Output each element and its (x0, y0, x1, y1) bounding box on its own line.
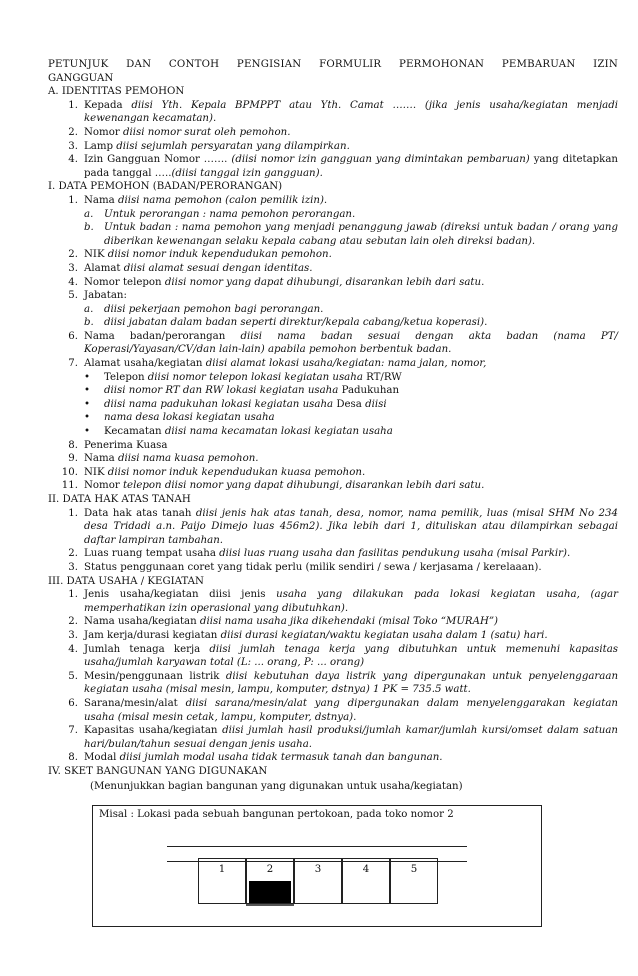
list-item: 2. Nomor diisi nomor surat oleh pemohon. (68, 126, 291, 138)
list-item: 7. Kapasitas usaha/kegiatan diisi jumlah hasil produksi/jumlah kamar/jumlah kursi/omset dalam satuan hari/bulan/tahun sesuai dengan jenis usaha. (68, 725, 618, 750)
section-iii-heading: III. DATA USAHA / KEGIATAN (48, 575, 204, 587)
bullet-item: • Kecamatan diisi nama kecamatan lokasi kegiatan usaha (84, 426, 393, 438)
sketch-note: (Menunjukkan bagian bangunan yang digunakan untuk usaha/kegiatan) (90, 781, 463, 793)
list-item: 1. Kepada diisi Yth. Kepala BPMPPT atau Yth. Camat ……. (jika jenis usaha/kegiatan menjadi kewenangan kecamatan). (68, 99, 619, 125)
shop-unit: 4 (342, 858, 390, 904)
list-item: 5. Jabatan: (68, 290, 127, 302)
sub-item: a. diisi pekerjaan pemohon bagi perorangan. (84, 303, 324, 315)
bullet-item: • diisi nomor RT dan RW lokasi kegiatan usaha Padukuhan (84, 385, 400, 397)
shop-unit: 3 (294, 858, 342, 904)
section-i-heading: I. DATA PEMOHON (BADAN/PERORANGAN) (48, 181, 283, 193)
bullet-item: • Telepon diisi nomor telepon lokasi kegiatan usaha RT/RW (84, 371, 402, 383)
list-item: 11. Nomor telepon diisi nomor yang dapat dihubungi, disarankan lebih dari satu. (61, 480, 485, 492)
sub-item: a. Untuk perorangan : nama pemohon perorangan. (84, 208, 356, 220)
list-item: 2. Luas ruang tempat usaha diisi luas ruang usaha dan fasilitas pendukung usaha (misal Parkir). (68, 548, 571, 560)
list-item: 1. Jenis usaha/kegiatan diisi jenis usaha yang dilakukan pada lokasi kegiatan usaha, (agar memperhatikan izin operasional yang dibutuhkan). (68, 589, 618, 614)
list-item: 1. Data hak atas tanah diisi jenis hak atas tanah, desa, nomor, nama pemilik, luas (misal SHM No 234 desa Tridadi a.n. Paijo Dimejo luas 456m2). Jika lebih dari 1, dituliskan atau dilampirkan sebagai daftar lampiran tambahan. (68, 507, 618, 546)
bullet-item: • nama desa lokasi kegiatan usaha (84, 412, 275, 424)
bullet-item: • diisi nama padukuhan lokasi kegiatan usaha Desa diisi (84, 398, 387, 410)
list-item: 6. Sarana/mesin/alat diisi sarana/mesin/alat yang dipergunakan dalam menyelenggarakan kegiatan usaha (misal mesin cetak, lampu, komputer, dstnya). (68, 697, 618, 723)
list-item: 3. Lamp diisi sejumlah persyaratan yang dilampirkan. (68, 140, 350, 152)
list-item: 9. Nama diisi nama kuasa pemohon. (68, 453, 259, 465)
section-ii-heading: II. DATA HAK ATAS TANAH (48, 494, 191, 505)
list-item: 3. Alamat diisi alamat sesuai dengan identitas. (68, 262, 313, 274)
list-item: 6. Nama badan/perorangan diisi nama badan sesuai dengan akta badan (nama PT/ Koperasi/Yayasan/CV/dan lain-lain) apabila pemohon berbentuk badan. (68, 330, 618, 356)
section-iv-heading: IV. SKET BANGUNAN YANG DIGUNAKAN (48, 765, 268, 777)
list-item: 3. Status penggunaan coret yang tidak perlu (milik sendiri / sewa / kerjasama / kerelaaan). (68, 561, 542, 573)
list-item: 2. Nama usaha/kegiatan diisi nama usaha jika dikehendaki (misal Toko “MURAH”) (68, 616, 499, 628)
document-page (48, 58, 618, 794)
shop-unit-selected: 2 (246, 858, 294, 904)
list-item: 8. Modal diisi jumlah modal usaha tidak termasuk tanah dan bangunan. (68, 752, 443, 764)
list-item: 4. Jumlah tenaga kerja diisi jumlah tenaga kerja yang dibutuhkan untuk memenuhi kapasitas usaha/jumlah karyawan total (L: ... orang, P: ... orang) (68, 643, 618, 669)
list-item: 4. Izin Gangguan Nomor ……. (diisi nomor izin gangguan yang dimintakan pembaruan) yang ditetapkan pada tanggal …..(diisi tanggal izin gangguan). (68, 154, 618, 179)
document-title-cont: GANGGUAN (48, 72, 114, 84)
document-title: PETUNJUK DAN CONTOH PENGISIAN FORMULIR PERMOHONAN PEMBARUAN IZIN (48, 59, 618, 70)
shop-unit: 5 (390, 858, 438, 904)
list-item: 7. Alamat usaha/kegiatan diisi alamat lokasi usaha/kegiatan: nama jalan, nomor, (68, 358, 487, 370)
list-item: 4. Nomor telepon diisi nomor yang dapat dihubungi, disarankan lebih dari satu. (68, 276, 485, 288)
sub-item: b. Untuk badan : nama pemohon yang menjadi penanggung jawab (direksi untuk badan / orang yang diberikan kewenangan selaku kepala cabang atau sebutan lain oleh direksi badan). (84, 222, 618, 247)
road-line (167, 846, 467, 847)
sketch-label: Misal : Lokasi pada sebuah bangunan pertokoan, pada toko nomor 2 (99, 809, 454, 820)
selected-shop-fill (249, 881, 291, 903)
selected-shop-underline (246, 904, 294, 906)
list-item: 5. Mesin/penggunaan listrik diisi kebutuhan daya listrik yang dipergunakan untuk penyelenggaraan kegiatan usaha (misal mesin, lampu, komputer, dstnya) 1 PK = 735.5 watt. (68, 670, 619, 696)
section-a-heading: A. IDENTITAS PEMOHON (48, 86, 185, 98)
list-item: 8. Penerima Kuasa (68, 439, 168, 451)
shop-unit: 1 (198, 858, 246, 904)
list-item: 3. Jam kerja/durasi kegiatan diisi durasi kegiatan/waktu kegiatan usaha dalam 1 (satu) hari. (68, 629, 548, 641)
list-item: 2. NIK diisi nomor induk kependudukan pemohon. (68, 249, 332, 261)
sub-item: b. diisi jabatan dalam badan seperti direktur/kepala cabang/ketua koperasi). (84, 317, 488, 329)
list-item: 1. Nama diisi nama pemohon (calon pemilik izin). (68, 194, 328, 206)
list-item: 10. NIK diisi nomor induk kependudukan kuasa pemohon. (61, 466, 366, 478)
